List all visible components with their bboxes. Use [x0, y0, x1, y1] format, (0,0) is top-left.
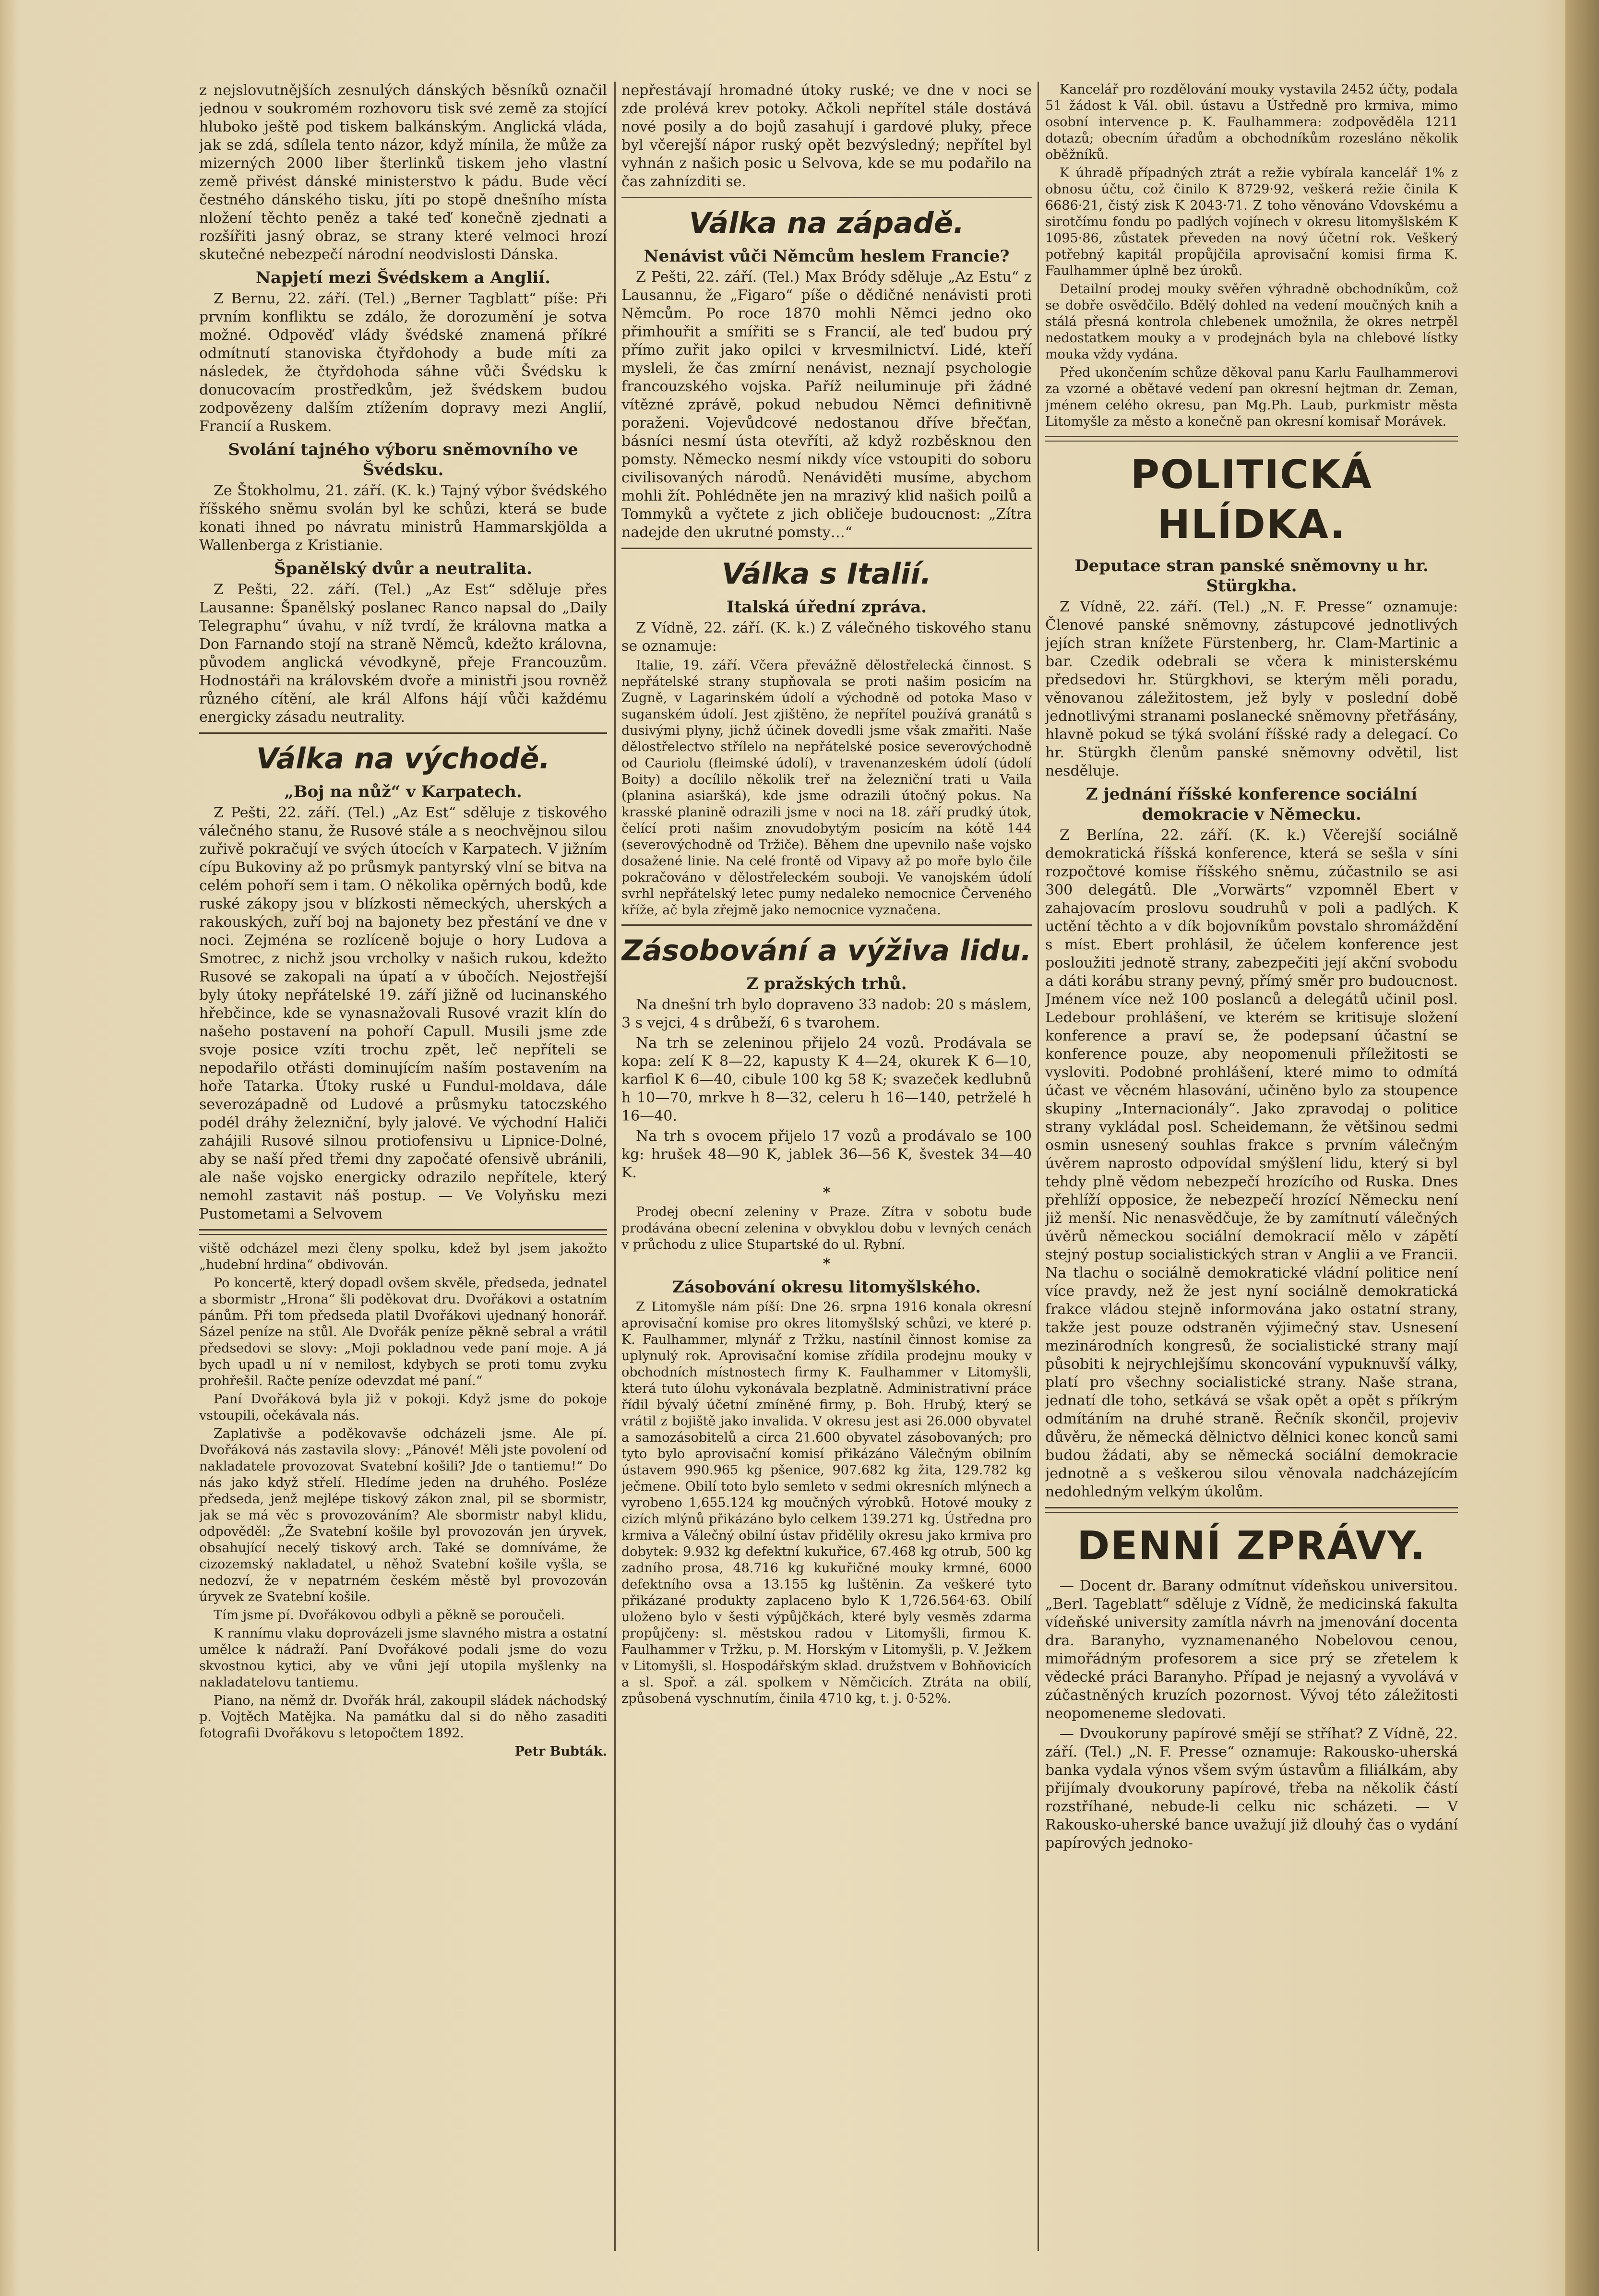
article-text: Na trh se zeleninou přijelo 24 vozů. Prodávala se kopa: zelí K 8—22, kapusty K 4—24, okurek K 6—10, karfiol K 6—40, cibule 100 kg 58 K; svazeček kedlubnů h 10—70, mrkve h 8—32, celeru h 16—140, petrželé h 16—40.	[621, 1035, 1032, 1124]
section-title-supply: Zásobování a výživa lidu.	[621, 934, 1032, 968]
article-text: Z Litomyšle nám píší: Dne 26. srpna 1916 konala okresní aprovisační komise pro okres litomyšlský schůzi, ve které p. K. Faulhammer, mlynář z Tržku, nastínil činnost komise za uplynulý rok. Aprovisační komise zřídila prodejnu mouky v obchodních místnostech firmy K. Faulhammer v Litomyšli, která tuto úlohu vykonávala bezplatně. Administrativní práce řídil bývalý účetní zmíněné firmy, p. Boh. Hrubý, který se vrátil z bojiště jako invalida. V okresu jest asi 26.000 obyvatel a samozásobitelů a circa 21.600 obyvatel zásobovaných; pro tyto bylo aprovisační komisí přikázáno Válečným obilním ústavem 990.965 kg pšenice, 907.682 kg žita, 129.782 kg ječmene. Obilí toto bylo semleto v sedmi okresních mlýnech a vyrobeno 1,655.124 kg moučných výrobků. Hotové mouky z cizích mlýnů přikázáno bylo celkem 139.271 kg. Ústředna pro krmiva a Válečný obilní ústav přidělily okresu jako krmiva pro dobytek: 9.932 kg defektní kukuřice, 67.468 kg otrub, 500 kg zadního prosa, 48.716 kg kukuřičné mouky krmné, 6000 defektního ovsa a 13.155 kg luštěnin. Za veškeré tyto přikázané produkty zaplaceno bylo K 1,726.564·63. Obilí uloženo bylo v šesti výpůjčkách, které byly vesměs zdarma propůjčeny: sl. městskou radou v Litomyšli, firmou K. Faulhammer v Tržku, p. M. Horským v Litomyšli, p. V. Ježkem v Litomyšli, sl. Hospodářským sklad. družstvem v Bohňovicích a sl. Spoř. a zál. spolkem v Němčicích. Ztráta na obilí, způsobená vyschnutím, činila 4710 kg, t. j. 0·52%.	[621, 1300, 1032, 1706]
article-text: Z Pešti, 22. září. (Tel.) „Az Est“ sděluje přes Lausanne: Španělský poslanec Ranco napsal do „Daily Telegraphu“ úvahu, v níž tvrdí, že královna matka a Don Farnando stojí na straně Němců, kdežto královna, původem anglická vévodkyně, přeje Francouzům. Hodnostáři na královském dvoře a ministři jsou rovněž různého cítění, ale král Alfons hájí vůči každému energicky zásadu neutrality.	[199, 581, 607, 726]
article-text: nepřestávají hromadné útoky ruské; ve dne v noci se zde prolévá krev potoky. Ačkoli nepřítel stále dostává nové posily a do bojů zasahují i gardové pluky, přece byl včerejší nápor ruský opět bezvýsledný; nepřítel byl vyhnán z našich posic u Selvova, kde se mu podařilo na čas zahnízditi se.	[621, 82, 1032, 190]
column-middle	[621, 82, 1032, 2270]
article-text: Detailní prodej mouky svěřen výhradně obchodníkům, což se dobře osvědčilo. Bdělý dohled na vedení moučných knih a stálá přesná kontrola chlebenek umožnila, že okres netrpěl nedostatkem mouky a v prodejnách byla na chlebové lístky mouka vždy vydána.	[1045, 282, 1458, 362]
article-heading: Zásobování okresu litomyšlského.	[672, 1278, 981, 1297]
article-text: Z Vídně, 22. září. (Tel.) „N. F. Presse“ oznamuje: Členové panské sněmovny, zástupcové jednotlivých jejích stran knížete Fürstenberg, hr. Clam-Martinic a bar. Czedik odebrali se včera k ministerskému předsedovi hr. Stürgkhovi, se kterým měli poradu, věnovanou záležitostem, jež byly v poslední době jednotlivými stranami poslanecké sněmovny přetřásány, hlavně pokud se týká svolání říšské rady a delegací. Co hr. Stürgkh členům panské sněmovny odvětil, list nesděluje.	[1045, 598, 1458, 779]
feuilleton-paragraph: viště odcházel mezi členy spolku, kdež byl jsem jakožto „hudební hrdina“ obdivován.	[199, 1241, 607, 1272]
feuilleton	[199, 1241, 607, 1760]
section-divider	[1045, 436, 1458, 442]
separator-star: *	[823, 1256, 831, 1272]
article-text: Kancelář pro rozdělování mouky vystavila 2452 účty, podala 51 žádost k Vál. obil. ústavu a Ústředně pro krmiva, mimo osobní intervence p. K. Faulhammera: zodpověděla 1211 dotazů; obecním úřadům a obchodníkům rozesláno několik oběžníků.	[1045, 82, 1458, 162]
section-divider	[621, 548, 1032, 549]
article-text: Před ukončením schůze děkoval panu Karlu Faulhammerovi za vzorné a obětavé vedení pan okresní hejtman dr. Zeman, jménem celého okresu, pan Mg.Ph. Laub, purkmistr města Litomyšle za město a konečně pan okresní komisař Morávek.	[1045, 365, 1458, 429]
author-signature: Petr Bubták.	[514, 1744, 607, 1759]
article-text: Z Pešti, 22. září. (Tel.) Max Bródy sděluje „Az Estu“ z Lausannu, že „Figaro“ píše o dědičné nenávisti proti Němcům. Po roce 1870 mohli Němci jedno oko přimhouřit a smířiti se s Francií, ale teď budou prý přímo zuřit jako opilci v krvesmilnictví. Lidé, kteří mysleli, že čas zmírní nenávist, neznají psychologie francouzského vojska. Paříž neiluminuje při žádné vítězné zprávě, pokud nebudou Němci definitivně poraženi. Vojevůdcové nedostanou dříve břečťan, básníci nesmí ústa otevříti, až když rozběsknou den pomsty. Německo nesmí nikdy více vstoupiti do soboru civilisovaných národů. Nenáviděti musíme, abychom mohli žít. Pohlédněte jen na mrazivý klid našich poilů a Tommyků a vyčtete z jich obličeje budoucnost: „Zítra nadejde den ukrutné pomsty…“	[621, 269, 1032, 541]
article-text: Prodej obecní zeleniny v Praze. Zítra v sobotu bude prodávána obecní zelenina v obvyklou dobu v levných cenách v průchodu z ulice Stupartské do ul. Rybní.	[621, 1205, 1032, 1252]
article-text: — Docent dr. Barany odmítnut vídeňskou universitou. „Berl. Tageblatt“ sděluje z Vídně, že medicinská fakulta vídeňské university zamítla návrh na jmenování docenta dra. Baranyho, vyznamenaného Nobelovou cenou, mimořádným profesorem a sice prý se zřetelem k vědecké práci Baranyho. Případ je nejasný a vyvolává v zúčastněných kruzích pozornost. Vývoj této záležitosti neopomeneme sledovati.	[1045, 1578, 1458, 1722]
feuilleton-paragraph: Piano, na němž dr. Dvořák hrál, zakoupil sládek náchodský p. Vojtěch Matějka. Na památku dal si do něho zasaditi fotografii Dvořákovu s letopočtem 1892.	[199, 1693, 607, 1741]
column-rule	[614, 82, 616, 2251]
separator-star: *	[823, 1184, 831, 1201]
banner-daily-news: DENNÍ ZPRÁVY.	[1077, 1523, 1426, 1569]
article-heading: Z jednání říšské konference sociální demokracie v Německu.	[1086, 785, 1418, 824]
article-heading: Italská úřední zpráva.	[726, 598, 927, 617]
page-binding-edge	[1565, 0, 1599, 2296]
column-left	[199, 82, 607, 2270]
article-heading: Napjetí mezi Švédskem a Anglií.	[255, 268, 551, 287]
article-text: Na trh s ovocem přijelo 17 vozů a prodávalo se 100 kg: hrušek 48—90 K, jablek 36—56 K, švestek 34—40 K.	[621, 1128, 1032, 1181]
article-text: Z Vídně, 22. září. (K. k.) Z válečného tiskového stanu se oznamuje:	[621, 620, 1032, 655]
article-text: K úhradě případných ztrát a režie vybírala kancelář 1% z obnosu účtu, což činilo K 8729·92, veškerá režie činila K 6686·21, čistý zisk K 2043·71. Z toho věnováno Vdovskému a sirotčímu fondu po padlých vojínech v okresu litomyšlském K 1095·86, zůstatek převeden na nový účetní rok. Veškerý potřebný kapitál propůjčila aprovisační komisi firma K. Faulhammer úplně bez úroků.	[1045, 166, 1458, 278]
article-heading: Španělský dvůr a neutralita.	[274, 559, 532, 578]
feuilleton-paragraph: K rannímu vlaku doprovázeli jsme slavného mistra a ostatní umělce k nádraží. Paní Dvořákové podali jsme do vozu skvostnou kytici, aby ve vůni její utopila myšlenky na nakladatelovu tantiemu.	[199, 1626, 607, 1690]
article-heading: „Boj na nůž“ v Karpatech.	[284, 782, 522, 801]
article-text: — Dvoukoruny papírové smějí se stříhat? Z Vídně, 22. září. (Tel.) „N. F. Presse“ oznamuje: Rakousko-uherská banka vydala výnos všem svým ústavům a filiálkám, aby přijímaly dvoukoruny papírové, třeba na několik částí rozstříhané, nebude-li celku nic scházeti. — V Rakousko-uherské bance uvažují již dlouhý čas o vydání papírových jednoko-	[1045, 1725, 1458, 1852]
feuilleton-paragraph: Zaplativše a poděkovavše odcházeli jsme. Ale pí. Dvořáková nás zastavila slovy: „Pánové! Měli jste povolení od nakladatele provozovat Svatební košili? Jde o tantiemu!“ Do nás jako když střelí. Hledíme jeden na druhého. Posléze předseda, jenž mejlépe tiskový zákon znal, pil se sbormistr, jak se má věc s provozováním? Ale sbormistr nabyl klidu, odpověděl: „Že Svatební košile byl provozován jen úryvek, obsahující necelý tiskový arch. Také se domníváme, že cizozemský nakladatel, u něhož Svatební košile vyšla, se nedozví, že v nepatrném českém městě byl provozován úryvek ze Svatební košile.	[199, 1426, 607, 1604]
article-text: Ze Štokholmu, 21. září. (K. k.) Tajný výbor švédského říšského sněmu svolán byl ke schůzi, která se bude konati ihned po návratu ministrů Hammarskjölda a Wallenberga z Kristianie.	[199, 482, 607, 554]
banner-politics: POLITICKÁ HLÍDKA.	[1130, 452, 1373, 548]
section-title-west: Válka na západě.	[689, 206, 965, 240]
feuilleton-paragraph: Tím jsme pí. Dvořákovou odbyli a pěkně se poroučeli.	[214, 1608, 565, 1623]
feuilleton-paragraph: Po koncertě, který dopadl ovšem skvěle, předseda, jednatel a sbormistr „Hrona“ šli poděkovat dru. Dvořákovi a ostatním pánům. Při tom předseda platil Dvořákovi ujednaný honorář. Sázel peníze na stůl. Ale Dvořák peníze pěkně sebral a vrátil předsedovi se slovy: „Moji pokladnou vede paní moje. A já bych upadl u ní v nemilost, kdybych se proti tomu zvyku prohřešil. Račte peníze odevzdat mé paní.“	[199, 1276, 607, 1388]
article-block	[1045, 82, 1458, 430]
article-heading: Z pražských trhů.	[746, 974, 907, 993]
feuilleton-paragraph: Paní Dvořáková byla již v pokoji. Když jsme do pokoje vstoupili, očekávala nás.	[199, 1392, 607, 1423]
article-text: z nejslovutnějších zesnulých dánských běsníků označil jednou v soukromém rozhovoru tisk své země za stojící hluboko ještě pod tiskem balkánským. Anglická vláda, jak se zdá, sdílela tento názor, když mínila, že může za mizerných 2000 liber šterlinků tiskem jeho vlastní země přivést dánské ministerstvo k pádu. Bude věcí čestného dánského tisku, jíti po stopě dnešního místa nložení těchto peněz a také teď konečně zjednati a rozšířiti jasný obraz, se strany které velmoci hrozí skutečné nebezpečí národní neodvislosti Dánska.	[199, 82, 607, 263]
column-rule	[1038, 82, 1039, 2251]
section-divider	[621, 197, 1032, 198]
article-text: Italie, 19. září. Včera převážně dělostřelecká činnost. S nepřátelské strany stupňovala se proti našim posicím na Zugně, v Lagarinském údolí a východně od potoka Maso v suganském údolí. Jest zjištěno, že nepřítel používá granátů s dusivými plyny, jichž účinek dovedli jsme však zmařiti. Naše dělostřelectvo střílelo na nepřátelské posice severovýchodně od Cauriolu (fleimské údolí), v travenanzeském údolí (údolí Boity) a docílilo několik treř na železniční trati u Vaila (planina asiaršká), kde jsme odrazili útočný pokus. Na krasské planině odrazili jsme v noci na 18. září prudký útok, čelící proti našim znovudobytým posicím na kótě 144 (severovýchodně od Tržiče). Během dne upevnilo naše vojsko dosažené linie. Na celé frontě od Vipavy až po moře bylo čile pokračováno v dělostřeleckém souboji. Ve vanojském údolí svrhl nepřátelský letec pumy nedaleko nemocnice Červeného kříže, ač byla zřejmě jako nemocnice vyznačena.	[621, 658, 1032, 918]
article-heading: Deputace stran panské sněmovny u hr. Stürgkha.	[1074, 556, 1429, 596]
article-text: Z Berlína, 22. září. (K. k.) Včerejší sociálně demokratická říšská konference, která se sešla v síni rozpočtové komise říšského sněmu, zúčastnilo se asi 300 delegátů. Dle „Vorwärts“ vzpomněl Ebert v zahajovacím proslovu soudruhů v poli a padlých. K uctění těchto a v dík bojovníkům povstalo shromáždění s míst. Ebert prohlásil, že účelem konference jest posloužiti jednotě strany, zabezpečiti její akční svobodu a dáti korábu strany pevný, přímý směr pro budoucnost. Jménem více než 100 poslanců a delegátů učinil posl. Ledebour prohlášení, ve kterém se kritisuje složení konference a praví se, že podepsaní účastní se konference pouze, aby neopomenuli příležitosti se vysloviti. Podobné prohlášení, které mimo to odmítá účast ve věcném hlasování, učiněno bylo za stoupence skupiny „Internacionály“. Jako zpravodaj o politice strany vykládal posl. Scheidemann, že většinou sedmi osmin usnesený souhlas frakce s prvním válečným úvěrem naprosto odpovídal smýšlení lidu, který si byl tehdy plně vědom nebezpečí hrozícího od Ruska. Dnes přehlíží opposice, že nebezpečí hrozící Německu není již menší. Nic nenasvědčuje, že by zamítnutí válečných úvěrů německou sociální demokracií mělo v zápětí stejný postup socialistických stran v Anglii a ve Francii. Na tlachu o sociálně demokratické vládní politice není více pravdy, než že jest nyní sociálně demokratická frakce vládou stejně informována jako ostatní strany, takže jest pouze odstraněn výjimečný stav. Usnesení mezinárodních kongresů, že socialistické strany mají působiti k nejrychlejšímu skoncování vypuknuvší války, platí pro všechny socialistické strany. Naše strana, jednatí dle toho, setkává se však opět a opět s příkrým odmítáním na druhé straně. Řečník skončil, projeviv důvěru, že německá dělnictvo dělnici konec konců sami budou žádati, aby se německá sociální demokracie jednotně a s veškerou silou věnovala nadcházejícím nedohledným velkým úkolům.	[1045, 827, 1458, 1500]
section-divider	[199, 732, 607, 734]
article-text: Z Bernu, 22. září. (Tel.) „Berner Tagblatt“ píše: Při prvním konfliktu se zdálo, že dorozumění je sotva možné. Odpověď vlády švédské znamená příkré odmítnutí stanoviska čtyřdohody a bude míti za následek, že čtyřdohoda sáhne vůči Švédsku k donucovacím prostředkům, jež švédskem budou zodpovězeny dalším ztížením dopravy mezi Anglií, Francií a Ruskem.	[199, 290, 607, 435]
section-title-east: Válka na východě.	[256, 742, 550, 776]
column-right	[1045, 82, 1458, 2270]
section-title-italy: Válka s Italií.	[722, 557, 931, 591]
article-text: Z Pešti, 22. září. (Tel.) „Az Est“ sděluje z tiskového válečného stanu, že Rusové stále a s neochvějnou silou zuřivě pokračují ve svých útocích v Karpatech. V jižním cípu Bukoviny až po průsmyk pantyrský vlní se bitva na celém pohoří sem i tam. O několika opěrných bodů, kde ruské zákopy jsou v blízkosti německých, uherských a rakouských, zuří boj na bajonety bez přestání ve dne v noci. Zejména se rozlíceně bojuje o hory Ludova a Smotrec, z nichž jsou vrcholky v našich rukou, kdežto Rusové se zakopali na úpatí a v úbočích. Nejostřejší byly útoky nepřátelské 19. září jižně od lucinanského hřebčince, kde se vynasnažovali Rusové vrazit klín do našeho postavení na pohoří Capull. Musili jsme zde svoje posice vzíti trochu zpět, leč nepříteli se nepodařilo otřásti dominujícím naším postavením na hoře Tatarka. Útoky ruské u Fundul-moldava, dále severozápadně od Ludové a průsmyku tatoczského podél dráhy železniční, byly jalové. Ve východní Haliči zahájili Rusové silnou protiofensivu u Lipnice-Dolné, aby se naší před třemi dny započaté ofensivě ubránili, ale naše vojsko energicky odrazilo nepřítele, který nemohl zastavit náš postup. — Ve Volyňsku mezi Pustometami a Selvovem	[199, 804, 607, 1222]
article-heading: Nenávist vůči Němcům heslem Francie?	[644, 247, 1010, 266]
section-divider	[1045, 1507, 1458, 1513]
feuilleton-divider	[199, 1229, 607, 1235]
article-text: Na dnešní trh bylo dopraveno 33 nadob: 20 s máslem, 3 s vejci, 4 s drůbeží, 6 s tvarohem.	[621, 996, 1032, 1031]
section-divider	[621, 924, 1032, 926]
article-heading: Svolání tajného výboru sněmovního ve Švédsku.	[228, 440, 578, 479]
